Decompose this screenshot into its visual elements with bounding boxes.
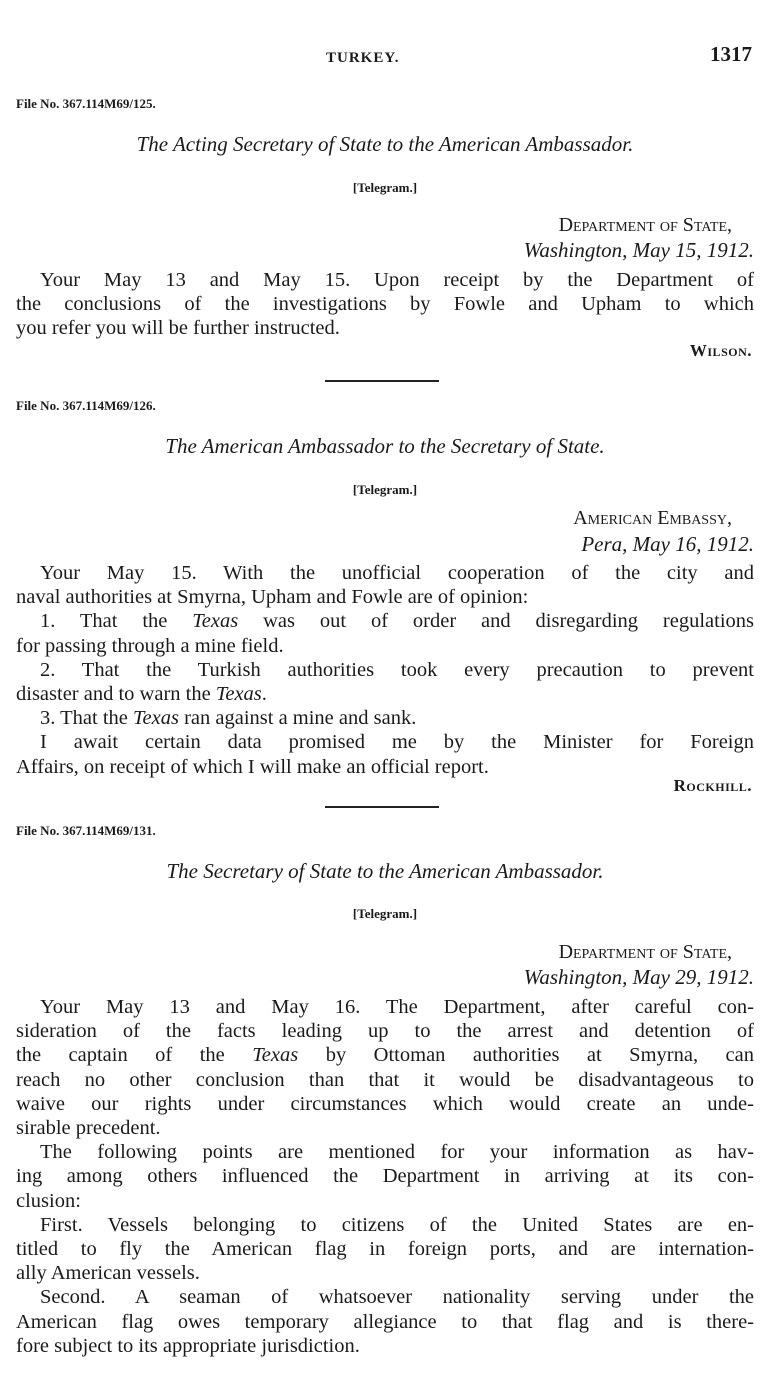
running-header-title: TURKEY.	[326, 50, 400, 66]
signature: Rockhill.	[673, 776, 752, 795]
body-line: Your May 13 and May 16. The Department, after careful con-	[40, 996, 754, 1018]
body-line: the conclusions of the investigations by Fowle and Upham to which	[16, 293, 754, 316]
dateline-organization: Department of State,	[558, 941, 732, 963]
body-line: The following points are mentioned for your information as hav-	[40, 1141, 754, 1164]
body-line: sideration of the facts leading up to the arrest and detention of	[16, 1020, 754, 1043]
file-number: File No. 367.114M69/125.	[16, 96, 156, 111]
document-page	[16, 0, 754, 1380]
telegram-body	[16, 268, 754, 341]
body-line: 2. That the Turkish authorities took every precaution to prevent	[40, 658, 754, 681]
body-line: sirable precedent.	[16, 1117, 161, 1140]
body-line: ally American vessels.	[16, 1262, 200, 1285]
file-number: File No. 367.114M69/126.	[16, 398, 156, 413]
body-line: 1. That the Texas was out of order and disregarding regulations	[40, 610, 754, 633]
body-line: Your May 13 and May 15. Upon receipt by the Department of	[40, 269, 754, 291]
body-line: ing among others influenced the Department in arriving at its con-	[16, 1165, 754, 1188]
document-title: The Secretary of State to the American Ambassador.	[166, 859, 604, 883]
document-title: The Acting Secretary of State to the American Ambassador.	[136, 132, 634, 156]
body-line: Affairs, on receipt of which I will make an official report.	[16, 755, 489, 778]
dateline-place-date: Washington, May 15, 1912.	[523, 238, 754, 262]
body-line: clusion:	[16, 1189, 81, 1212]
body-line: titled to fly the American flag in foreign ports, and are internation-	[16, 1238, 754, 1261]
section-divider	[325, 806, 439, 808]
body-line: you refer you will be further instructed.	[16, 317, 340, 340]
body-line: reach no other conclusion than that it would be disadvantageous to	[16, 1068, 754, 1091]
body-line: disaster and to warn the Texas.	[16, 683, 267, 706]
dateline-place-date: Washington, May 29, 1912.	[523, 965, 754, 989]
dateline-organization: Department of State,	[558, 214, 732, 236]
body-line: American flag owes temporary allegiance to that flag and is there-	[16, 1310, 754, 1333]
dateline-place-date: Pera, May 16, 1912.	[581, 532, 754, 556]
body-line: the captain of the Texas by Ottoman authorities at Smyrna, can	[16, 1044, 754, 1067]
document-title: The American Ambassador to the Secretary of State.	[165, 434, 605, 458]
telegram-label: [Telegram.]	[352, 482, 418, 497]
telegram-label: [Telegram.]	[352, 180, 418, 195]
section-divider	[325, 380, 439, 382]
signature: Wilson.	[689, 341, 752, 360]
body-line: fore subject to its appropriate jurisdiction.	[16, 1334, 360, 1357]
telegram-label: [Telegram.]	[352, 906, 418, 921]
body-line: Second. A seaman of whatsoever nationality serving under the	[40, 1286, 754, 1309]
body-line: waive our rights under circumstances which would create an unde-	[16, 1092, 754, 1115]
file-number: File No. 367.114M69/131.	[16, 823, 156, 838]
body-line: 3. That the Texas ran against a mine and sank.	[40, 707, 417, 730]
dateline-organization: American Embassy,	[573, 507, 732, 529]
page-number: 1317	[710, 42, 752, 66]
telegram-body	[16, 995, 754, 1358]
body-line: First. Vessels belonging to citizens of the United States are en-	[40, 1213, 754, 1236]
body-line: for passing through a mine field.	[16, 634, 284, 657]
telegram-body	[16, 561, 754, 779]
body-line: I await certain data promised me by the Minister for Foreign	[40, 731, 754, 754]
body-line: Your May 15. With the unofficial cooperation of the city and	[40, 562, 754, 584]
body-line: naval authorities at Smyrna, Upham and Fowle are of opinion:	[16, 586, 529, 609]
